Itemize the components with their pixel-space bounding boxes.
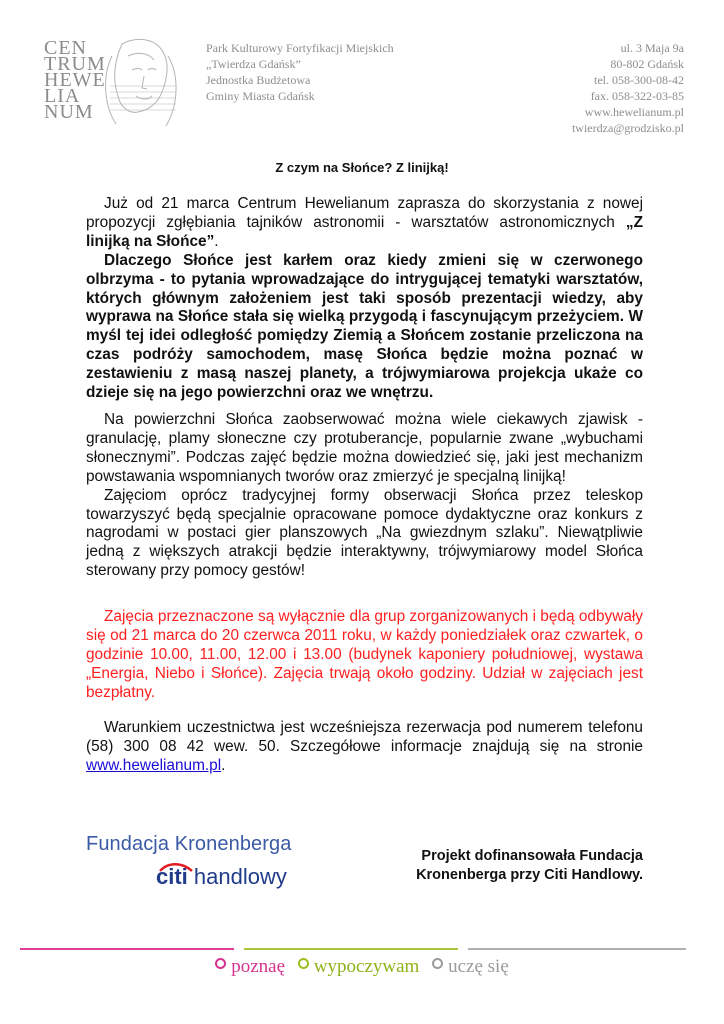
address-line: Gminy Miasta Gdańsk	[206, 89, 315, 103]
logo-line: LIA	[44, 85, 81, 107]
tag-label: wypoczywam	[313, 956, 420, 977]
workshop-name: „Z linijką na Słońce”	[86, 213, 643, 250]
logo-line: NUM	[44, 101, 94, 123]
paragraph-sun-phenomena	[86, 411, 643, 581]
intro-text: Już od 21 marca Centrum Hewelianum zaprasza do skorzystania z nowej propozycji zgłębiania tajników astronomii - warsztatów astronomicznych	[86, 195, 643, 231]
tag-wypoczywam	[298, 956, 420, 977]
tagline	[0, 956, 724, 978]
handlowy-wordmark: handlowy	[193, 864, 287, 889]
schedule-text: Zajęcia przeznaczone są wyłącznie dla grup zorganizowanych i będą odbywały się od 21 marca do 20 czerwca 2011 roku, w każdy poniedziałek oraz czwartek, o godzinie 10.00, 11.00, 12.00 i 13.00 (budynek kaponiery południowej, wystawa „Energia, Niebo i Słońce). Zajęcia trwają około godziny. Udział w zajęciach jest bezpłatny.	[86, 608, 643, 701]
hewelianum-logo	[30, 36, 192, 128]
circle-icon	[432, 958, 443, 969]
website-link[interactable]: www.hewelianum.pl	[584, 105, 684, 119]
citi-arc-icon	[156, 862, 196, 872]
logo-line: TRUM	[44, 53, 106, 75]
activities-text: Zajęciom oprócz tradycyjnej formy obserwacji Słońca przez teleskop towarzyszyć będą specjalnie opracowane pomoce dydaktyczne oraz konkurs z nagrodami w postaci gier planszowych „Na gwiezdnym szlaku”. Niewątpliwie jedną z większych atrakcji będzie interaktywny, trójwymiarowy model Słońca sterowany przy pomocy gestów!	[86, 486, 643, 580]
address-line: „Twierdza Gdańsk”	[206, 57, 301, 71]
tag-label: uczę się	[448, 956, 509, 977]
funding-note-line: Kronenberga przy Citi Handlowy.	[416, 867, 643, 883]
logo-line: CEN	[44, 37, 87, 59]
address-line: Jednostka Budżetowa	[206, 73, 311, 87]
intro-end: .	[214, 232, 219, 250]
address-line: Park Kulturowy Fortyfikacji Miejskich	[206, 41, 394, 55]
postal-address: 80-802 Gdańsk	[610, 57, 684, 71]
street-address: ul. 3 Maja 9a	[620, 41, 684, 55]
institution-address	[206, 40, 394, 104]
funding-note-line: Projekt dofinansowała Fundacja	[421, 848, 643, 864]
circle-icon	[298, 958, 309, 969]
paragraph-workshop-description: Dlaczego Słońce jest karłem oraz kiedy zmieni się w czerwonego olbrzyma - to pytania wprowadzające do intrygującej tematyki warsztatów, których głównym założeniem jest taki sposób prezentacji wiedzy, aby wyprawa na Słońce stała się wielką przygodą i fascynującym przeżyciem. W myśl tej idei odległość pomiędzy Ziemią a Słońcem zostanie przeliczona na czas podróży samochodem, masę Słońca będzie można poznać w zestawieniu z masą naszej planety, a trójwymiarowa projekcja ukaże co dzieje się na jego powierzchni oraz we wnętrzu.	[86, 251, 643, 402]
fundacja-kronenberga-logo: Fundacja Kronenberga	[86, 833, 292, 855]
sun-phenomena-text: Na powierzchni Słońca zaobserwować można wiele ciekawych zjawisk - granulację, plamy słoneczne czy protuberancje, popularnie zwane „wybuchami słonecznymi”. Podczas zajęć będzie można dowiedzieć się, jaki jest mechanizm powstawania wspomnianych tworów oraz zmierzyć je specjalną linijką!	[86, 411, 643, 485]
document-title: Z czym na Słońce? Z linijką!	[275, 160, 449, 175]
paragraph-intro	[86, 195, 643, 403]
hevelius-portrait-icon	[92, 36, 192, 128]
email-link[interactable]: twierdza@grodzisko.pl	[571, 121, 684, 135]
logo-wordmark	[44, 37, 106, 123]
tag-poznaje	[215, 956, 285, 977]
divider-green	[244, 948, 458, 950]
hewelianum-website-link[interactable]: www.hewelianum.pl	[86, 756, 222, 774]
reservation-end: .	[221, 756, 226, 774]
fax-number: fax. 058-322-03-85	[590, 89, 684, 103]
divider-pink	[20, 948, 234, 950]
divider-grey	[468, 948, 686, 950]
logo-line: HEWE	[44, 69, 106, 91]
funding-note	[343, 847, 643, 885]
citi-handlowy-logo	[156, 864, 287, 890]
reservation-text: Warunkiem uczestnictwa jest wcześniejsza rezerwacja pod numerem telefonu (58) 300 08 42 wew. 50. Szczegółowe informacje znajdują się na stronie	[86, 719, 643, 755]
citi-wordmark: citi	[156, 864, 188, 889]
circle-icon	[215, 958, 226, 969]
tag-ucze-sie	[432, 956, 509, 977]
phone-number: tel. 058-300-08-42	[594, 73, 684, 87]
paragraph-schedule	[86, 608, 643, 703]
contact-details	[572, 40, 684, 136]
tag-label: poznaę	[231, 956, 286, 977]
paragraph-reservation	[86, 719, 643, 776]
